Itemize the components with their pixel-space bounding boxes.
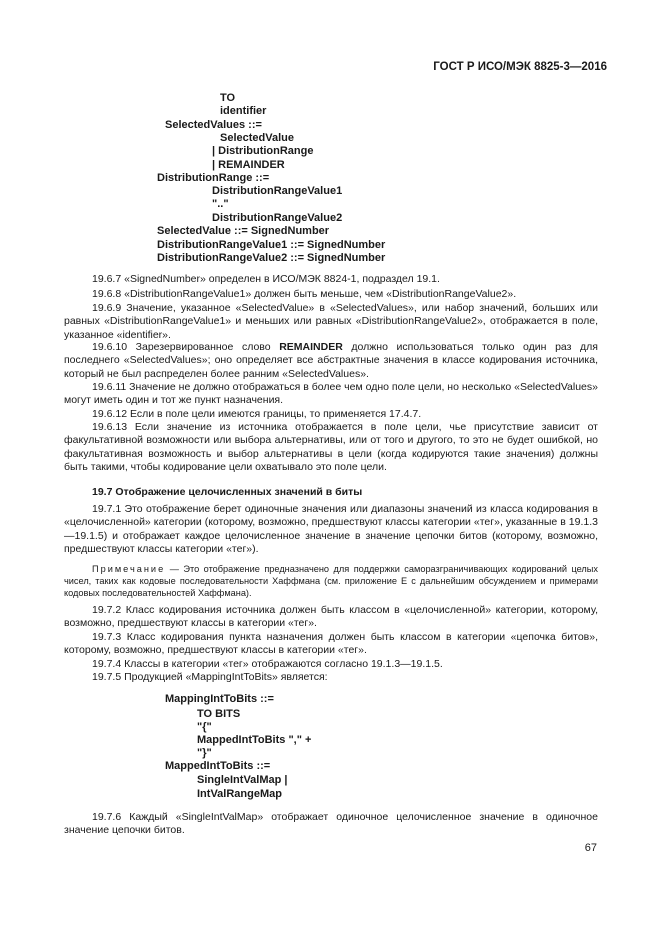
- note-label: Примечание: [92, 564, 166, 574]
- grammar-line: DistributionRangeValue1: [212, 185, 343, 197]
- paragraph-19-6-11: 19.6.11 Значение не должно отображаться в более чем одно поле цели, но несколько «SelectedValues» могут иметь один и тот же пункт назначения.: [64, 381, 598, 407]
- note: [64, 563, 598, 599]
- grammar-line: "}": [197, 747, 212, 759]
- grammar-line: MappedIntToBits "," +: [197, 734, 312, 746]
- grammar-line: IntValRangeMap: [197, 788, 282, 800]
- paragraph-19-6-9: 19.6.9 Значение, указанное «SelectedValue» в «SelectedValues», или набор значений, больших или равных «DistributionRangeValue1» и меньших или равных «DistributionRangeValue2», отображается в поле, указанное «identifier».: [64, 302, 598, 341]
- paragraph-19-7-4: 19.7.4 Классы в категории «тег» отображаются согласно 19.1.3—19.1.5.: [92, 658, 443, 670]
- document-header: ГОСТ Р ИСО/МЭК 8825-3—2016: [433, 61, 607, 73]
- grammar-line: TO: [220, 92, 236, 104]
- grammar-line: DistributionRangeValue2: [212, 212, 343, 224]
- paragraph-text: должно использоваться только один раз для последнего «SelectedValues»; оно определяет все абстрактные значения в классе кодирования источника, который не был распределен более ранним «SelectedValues».: [64, 341, 598, 380]
- grammar-line: SelectedValue ::= SignedNumber: [157, 225, 330, 237]
- grammar-line: MappingIntToBits ::=: [165, 693, 274, 705]
- grammar-line: TO BITS: [197, 708, 241, 720]
- grammar-line: SingleIntValMap |: [197, 774, 288, 786]
- grammar-line: "{": [197, 721, 212, 733]
- paragraph-19-7-5: 19.7.5 Продукцией «MappingIntToBits» является:: [92, 671, 328, 683]
- paragraph-text: 19.6.10 Зарезервированное слово: [92, 341, 280, 353]
- paragraph-19-7-1: 19.7.1 Это отображение берет одиночные значения или диапазоны значений из класса кодирования в «целочисленной» категории (которому, возможно, предшествуют классы категории «тег», указанные в 19.1.3—19.1.5) и отображает каждое целочисленное значение в значение цепочки битов (которому, возможно, предшествуют классы категории «тег»).: [64, 503, 598, 556]
- paragraph-19-6-13: 19.6.13 Если значение из источника отображается в поле цели, чье присутствие зависит от факультативной возможности или выбора альтернативы, или от того и другого, то это не будет ошибкой, но факультативная возможность и выбор альтернативы в цели (когда кодируются такие значения) должны быть такими, чтобы кодирование цели охватывало это поле цели.: [64, 421, 598, 474]
- paragraph-19-6-8: 19.6.8 «DistributionRangeValue1» должен быть меньше, чем «DistributionRangeValue2».: [92, 288, 517, 300]
- paragraph-19-6-7: 19.6.7 «SignedNumber» определен в ИСО/МЭК 8824-1, подраздел 19.1.: [92, 273, 440, 285]
- page-number: 67: [584, 842, 597, 854]
- grammar-line: | DistributionRange: [212, 145, 314, 157]
- grammar-line: MappedIntToBits ::=: [165, 760, 271, 772]
- grammar-line: DistributionRange ::=: [157, 172, 270, 184]
- grammar-line: SelectedValue: [220, 132, 294, 144]
- paragraph-19-6-12: 19.6.12 Если в поле цели имеются границы, то применяется 17.4.7.: [92, 408, 422, 420]
- grammar-line: "..": [212, 198, 229, 210]
- paragraph-19-7-3: 19.7.3 Класс кодирования пункта назначения должен быть классом в категории «цепочка битов», которому, возможно, предшествуют классы в категории «тег».: [64, 631, 598, 657]
- grammar-line: | REMAINDER: [212, 159, 285, 171]
- paragraph-19-7-6: 19.7.6 Каждый «SingleIntValMap» отображает одиночное целочисленное значение в одиночное значение цепочки битов.: [64, 811, 598, 837]
- grammar-line: SelectedValues ::=: [165, 119, 262, 131]
- grammar-line: DistributionRangeValue2 ::= SignedNumber: [157, 252, 386, 264]
- paragraph-19-7-2: 19.7.2 Класс кодирования источника должен быть классом в «целочисленной» категории, которому, возможно, предшествуют классы в категории «тег».: [64, 604, 598, 630]
- grammar-line: identifier: [220, 105, 267, 117]
- note-text: — Это отображение предназначено для поддержки саморазграничивающих кодирований целых чисел, таких как кодовые последовательности Хаффмана (см. приложение Е с дальнейшим обсуждением и примерами кодовых последовательностей Хаффмана).: [64, 564, 598, 598]
- section-heading-19-7: 19.7 Отображение целочисленных значений в биты: [92, 486, 363, 498]
- paragraph-19-6-10: [64, 341, 598, 381]
- grammar-line: DistributionRangeValue1 ::= SignedNumber: [157, 239, 386, 251]
- keyword-remainder: REMAINDER: [279, 341, 343, 353]
